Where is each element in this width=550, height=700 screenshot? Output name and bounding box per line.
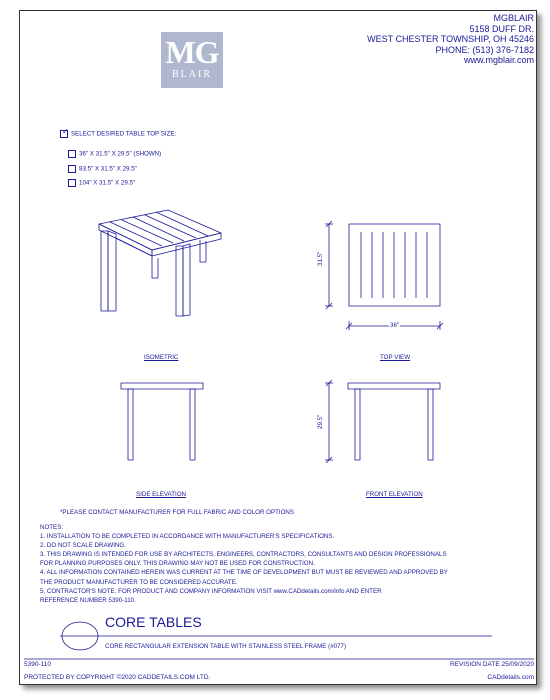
copyright-text: PROTECTED BY COPYRIGHT ©2020 CADDETAILS.COM LTD. [24, 674, 211, 681]
front-elevation-drawing [325, 380, 440, 463]
note-line: 1. INSTALLATION TO BE COMPLETED IN ACCORDANCE WITH MANUFACTURER'S SPECIFICATIONS. [40, 533, 335, 541]
size-heading-label: SELECT DESIRED TABLE TOP SIZE: [71, 130, 177, 138]
company-address: 5158 DUFF DR. [469, 23, 534, 34]
size-option-label: 83.5" X 31.5" X 29.5" [79, 165, 137, 173]
company-name: MGBLAIR [493, 13, 534, 23]
depth-dimension-label: 31.5" [317, 251, 324, 266]
logo-sub-text: BLAIR [172, 69, 212, 80]
note-line: 4. ALL INFORMATION CONTAINED HEREIN WAS CURRENT AT THE TIME OF DEVELOPMENT BUT MUST BE REVIEWED AND APPROVED BY [40, 569, 448, 577]
top-view-drawing [325, 221, 443, 330]
size-option-label: 104" X 31.5" X 29.5" [79, 179, 136, 187]
company-website: www.mgblair.com [463, 55, 534, 65]
note-line: 3. THIS DRAWING IS INTENDED FOR USE BY ARCHITECTS, ENGINEERS, CONTRACTORS, CONSULTANTS AND DESIGN PROFESSIONALS [40, 551, 447, 559]
note-line: THE PRODUCT MANUFACTURER TO BE CONSIDERED ACCURATE. [40, 578, 238, 586]
side-elevation-drawing [121, 383, 203, 460]
notes-section [40, 523, 448, 605]
contact-note: *PLEASE CONTACT MANUFACTURER FOR FULL FABRIC AND COLOR OPTIONS [60, 509, 295, 516]
side-elevation-label: SIDE ELEVATION [136, 491, 186, 498]
height-dimension-label: 29.5" [317, 414, 324, 429]
reference-number: 5390-110 [24, 661, 51, 668]
drawing-subtitle: CORE RECTANGULAR EXTENSION TABLE WITH STAINLESS STEEL FRAME (#077) [105, 643, 347, 650]
checkbox-checked-icon[interactable]: ✓ [62, 127, 69, 136]
isometric-label: ISOMETRIC [144, 354, 179, 361]
notes-heading: NOTES: [40, 524, 64, 531]
front-elevation-label: FRONT ELEVATION [366, 491, 423, 498]
logo-main-text: MG [165, 34, 219, 70]
size-option-label: 36" X 31.5" X 29.5" (SHOWN) [79, 150, 162, 158]
company-phone: PHONE: (513) 376-7182 [435, 44, 534, 55]
isometric-drawing [99, 210, 221, 316]
title-block-lines [24, 622, 534, 659]
note-line: 5. CONTRACTOR'S NOTE: FOR PRODUCT AND COMPANY INFORMATION VISIT www.CADdetails.com/info AND ENTER [40, 587, 382, 595]
caddetails-link[interactable]: CADdetails.com [487, 674, 534, 681]
drawing-title: CORE TABLES [105, 614, 202, 630]
top-view-label: TOP VIEW [380, 354, 411, 361]
width-dimension-label: 36" [390, 322, 400, 329]
note-line: REFERENCE NUMBER 5390-110. [40, 596, 136, 604]
company-city: WEST CHESTER TOWNSHIP, OH 45246 [367, 34, 534, 44]
note-line: FOR PLANNING PURPOSES ONLY. THIS DRAWING MAY NOT BE USED FOR CONSTRUCTION. [40, 560, 315, 568]
revision-date: REVISION DATE 25/09/2020 [449, 661, 534, 668]
note-line: 2. DO NOT SCALE DRAWING. [40, 542, 126, 550]
